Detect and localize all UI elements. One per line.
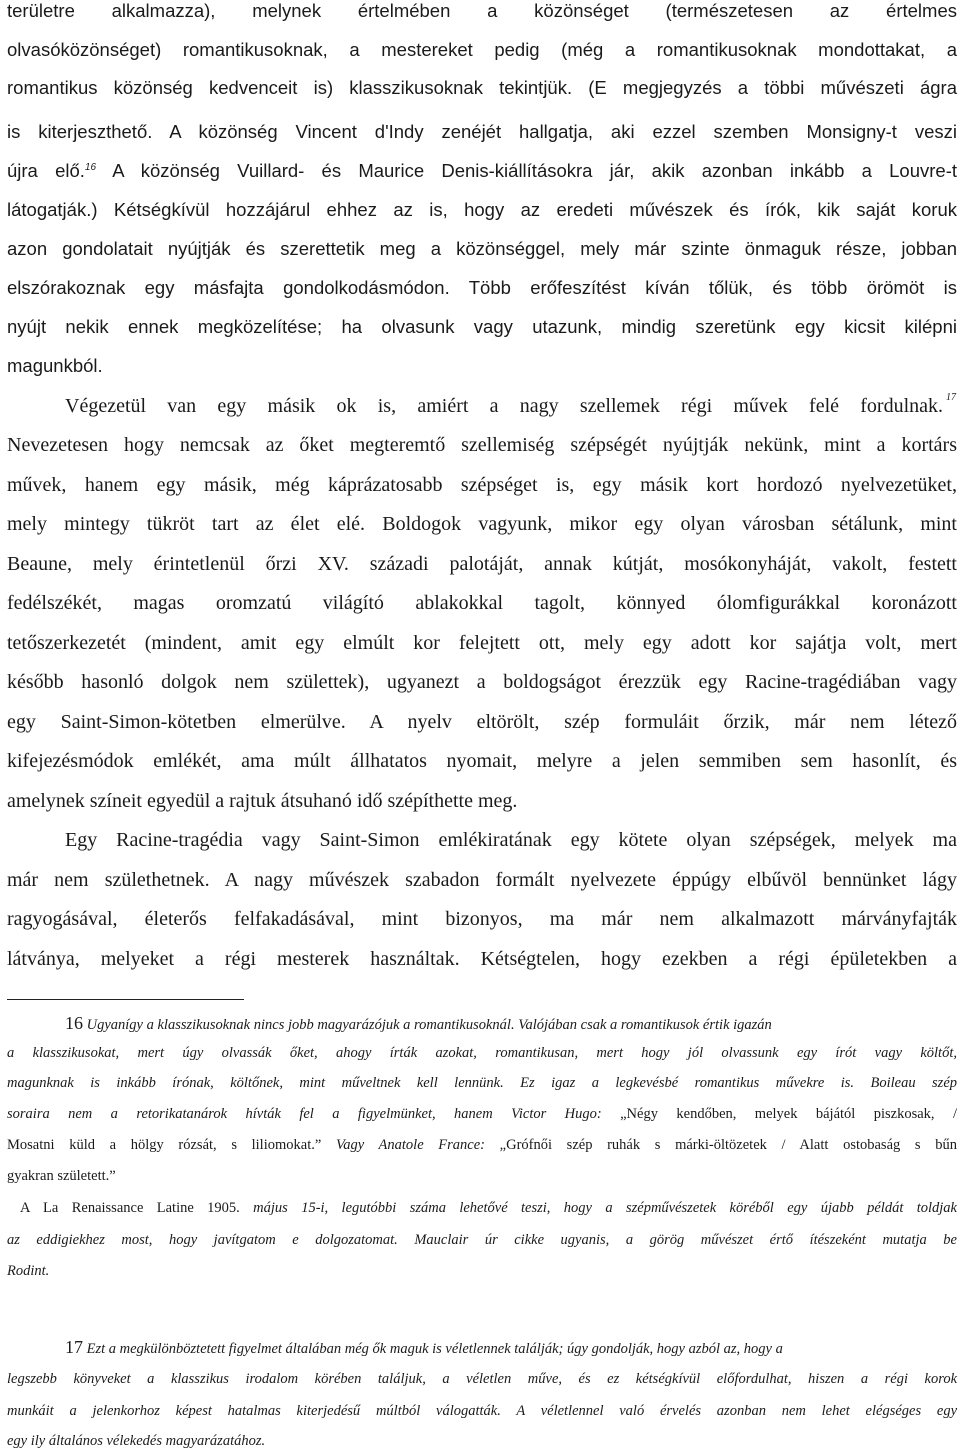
body-text: újra elő. [7, 160, 85, 181]
body-line: látványa, melyeket a régi mesterek használtak. Kétségtelen, hogy ezekben a régi épületekben a [7, 948, 957, 970]
body-line: romantikus közönség kedvenceit is) klasszikusoknak tekintjük. (E megjegyzés a többi művészeti ágra [7, 77, 957, 98]
body-line: tetőszerkezetét (mindent, amit egy elmúlt kor felejtett ott, mely egy adott kor sajátja volt, mert [7, 632, 957, 654]
body-line: fedélszékét, magas oromzatú világító ablakokkal tagolt, könnyed ólomfigurákkal koronázott [7, 592, 957, 614]
body-line: azon gondolatait nyújtják és szerettetik meg a közönséggel, mely már szinte önmaguk része, jobban [7, 238, 957, 259]
body-line: egy Saint-Simon-kötetben elmerülve. A nyelv eltörölt, szép formuláit őrzik, már nem létező [7, 711, 957, 733]
footnote-divider [7, 999, 244, 1000]
body-line: később hasonló dolgok nem születtek), ugyanezt a boldogságot érezzük egy Racine-tragédiában vagy [7, 671, 957, 693]
footnote-text: május 15-i, legutóbbi száma lehetővé teszi, hogy a szépművészetek köréből egy újabb példát toldjak [239, 1200, 957, 1216]
footnote-16-line [7, 1104, 957, 1124]
body-line [7, 158, 957, 184]
footnote-number: 17 [65, 1337, 83, 1357]
body-line: olvasóközönséget) romantikusoknak, a mestereket pedig (még a romantikusoknak mondottakat, a [7, 39, 957, 60]
body-line: nyújt nekik ennek megközelítése; ha olvasunk vagy utazunk, mindig szeretünk egy kicsit kilépni [7, 316, 957, 337]
footnote-16-line [65, 1013, 957, 1035]
footnote-17-line: legszebb könyveket a klasszikus irodalom körében találjuk, a véletlen műve, és ez kétségkívül előfordulhat, hiszen a régi korok [7, 1371, 957, 1387]
body-text: Végezetül van egy másik ok is, amiért a nagy szellemek régi művek felé fordulnak. [65, 395, 943, 417]
body-line: amelynek színeit egyedül a rajtuk átsuhanó idő szépíthette meg. [7, 790, 518, 812]
document-page: területre alkalmazza), melynek értelmében a közönséget (természetesen az értelmes olvasóközönséget) romantikusoknak, a mestereket pedig (még a romantikusoknak mondottakat, a romantikus közönség kedvenceit is) klasszikusoknak tekintjük. (E megjegyzés a többi művészeti ágra is kiterjeszthető. A közönség Vincent d'Indy zenéjét hallgatja, aki ezzel szemben Monsigny-t veszi újra elő.$^{16}$ A közönség Vuillard- és Maurice Denis-kiállításokra jár, akik azonban inkább a Louvre-t látogatják.) Kétségkívül hozzájárul ehhez az is, hogy az eredeti művészek és írók, kik saját koruk azon gondolatait nyújtják és szerettetik meg a közönséggel, mely már szinte önmaguk része, jobban elszórakoznak egy másfajta gondolkodásmódon. Több erőfeszítést kíván tőlük, és több örömöt is nyújt nekik ennek megközelítése; ha olvasunk vagy utazunk, mindig szeretünk egy kicsit kilépni magunkból. Végezetül van egy másik ok is, amiért a nagy szellemek régi művek felé fordulnak. 17 Nevezetesen hogy nemcsak az őket megteremtő szellemiség szépségét nyújtják nekünk, mint a kortárs művek, hanem egy másik, még káprázatosabb szépséget is, egy másik kort hordozó nyelvezetüket, mely mintegy tükröt tart az élet elé. Boldogok vagyunk, mikor egy olyan városban sétálunk, mint Beaune, mely érintetlenül őrzi XV. századi palotáját, annak kútját, mosókonyháját, vakolt, festett fedélszékét, magas oromzatú világító ablakokkal tagolt, könnyed ólomfigurákkal koronázott tetőszerkezetét (mindent, amit egy elmúlt kor felejtett ott, mely egy adott kor sajátja volt, mert később hasonló dolgok nem születtek), ugyanezt a boldogságot érezzük egy Racine-tragédiában vagy egy Saint-Simon-kötetben elmerülve. A nyelv eltörölt, szép formuláit őrzik, már nem létező kifejezésmódok emlékét, ama múlt állhatatos nyomait, melyre a jelen semmiben sem hasonlít, és amelynek színeit egyedül a rajtuk átsuhanó idő szépíthette meg. Egy Racine-tragédia vagy Saint-Simon emlékiratának egy kötete olyan szépségek, melyek ma már nem születhetnek. A nagy művészek szabadon formált nyelvezete éppúgy elbűvöl bennünket lágy ragyogásával, életerős felfakadásával, mint bizonyos, ma már nem alkalmazott márványfajták látványa, melyeket a régi mesterek használtak. Kétségtelen, hogy ezekben a régi épületekben a 16 Ugyanígy a klasszikusoknak nincs jobb magyarázójuk a romantikusoknál. Valójában csak a romantikusok értik igazán a klasszikusokat, mert úgy olvassák őket, ahogy írták azokat, romantikusan, mert hogy jól olvassunk egy írót vagy költőt, magunknak is inkább írónak, költőnek, mint műveltnek kell lennünk. Ez igaz a legkevésbé romantikus művekre is. Boileau szép soraira nem a retorikatanárok hívták fel a figyelmünket, hanem Victor Hugo: „Négy kendőben, melyek bájától piszkosak, / Mosatni küld a hölgy rózsát, s liliomokat.” Vagy Anatole France: „Grófnői szép ruhák s márki-öltözetek / Alatt ostobaság s bűn gyakran született.” A La Renaissance Latine 1905. május 15-i, legutóbbi száma lehetővé teszi, hogy a szépművészetek köréből egy újabb példát toldjak az eddigiekhez most, hogy javítgatom e dolgozatomat. Mauclair úr cikke ugyanis, a görög művészet értő ítészeként mutatja be Rodint. 17 Ezt a megkülönböztetett figyelmet általában még ők maguk is véletlennek találják; úgy gondolják, hogy azból az, hogy a legszebb könyveket a klasszikus irodalom körében találjuk, a véletlen műve, és ez kétségkívül előfordulhat, hiszen a régi korok munkáit a jelenkorhoz képest hatalmas kiterjedésű múltból válogatták. A véletlennel való érvelés azonban nem lehet elégséges egy egy ily általános vélekedés magyarázatához. [7, 0, 957, 1449]
footnote-ref-16[interactable]: 16 [84, 161, 97, 173]
footnote-16b-line [20, 1198, 957, 1218]
body-line: Nevezetesen hogy nemcsak az őket megteremtő szellemiség szépségét nyújtják nekünk, mint a kortárs [7, 434, 957, 456]
footnote-16-line: a klasszikusokat, mert úgy olvassák őket, ahogy írták azokat, romantikusan, mert hogy jól olvassunk egy írót vagy költőt, [7, 1045, 957, 1061]
footnote-text: Ugyanígy a klasszikusoknak nincs jobb magyarázójuk a romantikusoknál. Valójában csak a romantikusok értik igazán [86, 1017, 772, 1033]
body-line: területre alkalmazza), melynek értelmében a közönséget (természetesen az értelmes [7, 0, 957, 21]
footnote-17-line: egy ily általános vélekedés magyarázatához. [7, 1433, 266, 1449]
footnote-16b-line: Rodint. [7, 1263, 50, 1279]
body-line: kifejezésmódok emlékét, ama múlt állhatatos nyomait, melyre a jelen semmiben sem hasonlít, és [7, 750, 957, 772]
footnote-17-line [65, 1337, 957, 1359]
quote-text: „Négy kendőben, melyek bájától piszkosak, / [620, 1106, 957, 1122]
body-line [65, 393, 943, 419]
footnote-16-line: magunknak is inkább írónak, költőnek, mint műveltnek kell lennünk. Ez igaz a legkevésbé romantikus művekre is. Boileau szép [7, 1075, 957, 1091]
footnote-text: Ezt a megkülönböztetett figyelmet általában még ők maguk is véletlennek találják; úgy gondolják, hogy azból az, hogy a [86, 1341, 783, 1357]
body-line: ragyogásával, életerős felfakadásával, mint bizonyos, ma már nem alkalmazott márványfajták [7, 908, 957, 930]
footnote-16-line: gyakran született.” [7, 1168, 116, 1184]
footnote-16b-line: az eddigiekhez most, hogy javítgatom e dolgozatomat. Mauclair úr cikke ugyanis, a görög művészet értő ítészeként mutatja be [7, 1232, 957, 1248]
footnote-number: 16 [65, 1013, 83, 1033]
quote-text: „Grófnői szép ruhák s márki-öltözetek / Alatt ostobaság s bűn [499, 1137, 957, 1153]
body-line: látogatják.) Kétségkívül hozzájárul ehhez az is, hogy az eredeti művészek és írók, kik saját koruk [7, 199, 957, 220]
body-line: Beaune, mely érintetlenül őrzi XV. századi palotáját, annak kútját, mosókonyháját, vakolt, festett [7, 553, 957, 575]
footnote-text: soraira nem a retorikatanárok hívták fel a figyelmünket, hanem Victor Hugo: [7, 1106, 621, 1122]
footnote-text: A La Renaissance Latine 1905. [20, 1200, 240, 1216]
body-line: Egy Racine-tragédia vagy Saint-Simon emlékiratának egy kötete olyan szépségek, melyek ma [65, 829, 957, 851]
quote-text: Mosatni küld a hölgy rózsát, s liliomokat.” [7, 1137, 322, 1153]
footnote-text: Vagy Anatole France: [321, 1137, 500, 1153]
body-text: A közönség Vuillard- és Maurice Denis-kiállításokra jár, akik azonban inkább a Louvre-t [96, 160, 957, 181]
body-line: elszórakoznak egy másfajta gondolkodásmódon. Több erőfeszítést kíván tőlük, és több örömöt is [7, 277, 957, 298]
body-line: magunkból. [7, 355, 103, 376]
footnote-16-line [7, 1135, 957, 1155]
body-line: mely mintegy tükröt tart az élet elé. Boldogok vagyunk, mikor egy olyan városban sétálunk, mint [7, 513, 957, 535]
body-line: művek, hanem egy másik, még káprázatosabb szépséget is, egy másik kort hordozó nyelvezetüket, [7, 474, 957, 496]
body-line: már nem születhetnek. A nagy művészek szabadon formált nyelvezete éppúgy elbűvöl bennünket lágy [7, 869, 957, 891]
footnote-17-line: munkáit a jelenkorhoz képest hatalmas kiterjedésű múltból válogatták. A véletlennel való érvelés azonban nem lehet elégséges egy [7, 1403, 957, 1419]
body-line: is kiterjeszthető. A közönség Vincent d'Indy zenéjét hallgatja, aki ezzel szemben Monsigny-t veszi [7, 121, 957, 142]
